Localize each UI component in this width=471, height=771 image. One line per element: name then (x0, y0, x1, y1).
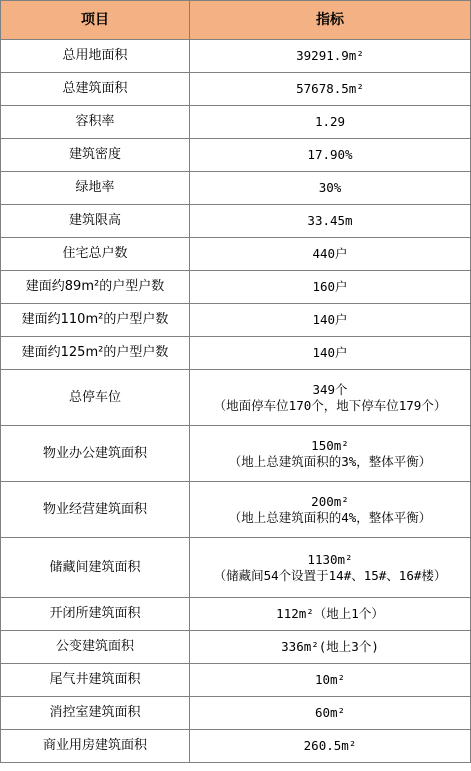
row-item-label: 住宅总户数 (1, 238, 190, 271)
row-item-label: 建面约89m²的户型户数 (1, 271, 190, 304)
table-row (1, 304, 471, 337)
value-note: （储藏间54个设置于14#、15#、16#楼） (213, 567, 447, 583)
value-main: 140户 (312, 345, 348, 360)
value-main: 349个 (312, 381, 348, 397)
table-row (1, 172, 471, 205)
value-main: 1130m² (307, 551, 353, 567)
header-item: 项目 (1, 1, 190, 40)
value-note: （地上总建筑面积的3%，整体平衡） (228, 453, 432, 469)
value-main: 336m²(地上3个) (281, 639, 379, 654)
table-body (1, 40, 471, 763)
value-main: 260.5m² (303, 738, 357, 753)
row-item-label: 总建筑面积 (1, 73, 190, 106)
row-item-label: 开闭所建筑面积 (1, 598, 190, 631)
table-row (1, 238, 471, 271)
table-row (1, 598, 471, 631)
row-indicator-value (190, 598, 471, 631)
row-item-label: 总停车位 (1, 370, 190, 426)
table-row (1, 697, 471, 730)
table-row (1, 370, 471, 426)
row-item-label: 总用地面积 (1, 40, 190, 73)
header-indicator: 指标 (190, 1, 471, 40)
table-row (1, 40, 471, 73)
row-indicator-value (190, 697, 471, 730)
value-main: 33.45m (307, 213, 353, 228)
table-row (1, 482, 471, 538)
value-main: 112m²（地上1个） (276, 606, 384, 621)
value-main: 17.90% (307, 147, 353, 162)
table-row (1, 271, 471, 304)
row-indicator-value (190, 40, 471, 73)
table-row (1, 106, 471, 139)
row-item-label: 公变建筑面积 (1, 631, 190, 664)
row-indicator-value (190, 426, 471, 482)
row-indicator-value (190, 205, 471, 238)
row-indicator-value (190, 304, 471, 337)
row-item-label: 建面约125m²的户型户数 (1, 337, 190, 370)
value-note: （地面停车位170个，地下停车位179个） (213, 397, 447, 413)
row-item-label: 商业用房建筑面积 (1, 730, 190, 763)
row-item-label: 消控室建筑面积 (1, 697, 190, 730)
table-row (1, 139, 471, 172)
row-indicator-value (190, 106, 471, 139)
value-main: 140户 (312, 312, 348, 327)
value-main: 150m² (311, 437, 349, 453)
row-item-label: 建面约110m²的户型户数 (1, 304, 190, 337)
value-note: （地上总建筑面积的4%，整体平衡） (228, 509, 432, 525)
table-row (1, 205, 471, 238)
value-main: 30% (318, 180, 342, 195)
row-item-label: 绿地率 (1, 172, 190, 205)
row-item-label: 建筑密度 (1, 139, 190, 172)
row-item-label: 建筑限高 (1, 205, 190, 238)
row-indicator-value (190, 337, 471, 370)
value-main: 57678.5m² (296, 81, 364, 96)
row-indicator-value (190, 238, 471, 271)
row-indicator-value (190, 73, 471, 106)
row-indicator-value (190, 172, 471, 205)
row-item-label: 容积率 (1, 106, 190, 139)
row-item-label: 储藏间建筑面积 (1, 538, 190, 598)
row-indicator-value (190, 370, 471, 426)
value-main: 60m² (314, 705, 346, 720)
row-item-label: 物业经营建筑面积 (1, 482, 190, 538)
row-indicator-value (190, 139, 471, 172)
row-indicator-value (190, 271, 471, 304)
value-main: 440户 (312, 246, 348, 261)
value-main: 10m² (314, 672, 346, 687)
table-row (1, 73, 471, 106)
row-item-label: 物业办公建筑面积 (1, 426, 190, 482)
table-row (1, 631, 471, 664)
row-item-label: 尾气井建筑面积 (1, 664, 190, 697)
row-indicator-value (190, 730, 471, 763)
value-main: 160户 (312, 279, 348, 294)
table-header-row (1, 1, 471, 40)
value-main: 200m² (311, 493, 349, 509)
row-indicator-value (190, 631, 471, 664)
table-row (1, 730, 471, 763)
row-indicator-value (190, 538, 471, 598)
table-row (1, 426, 471, 482)
table-row (1, 538, 471, 598)
table-row (1, 664, 471, 697)
value-main: 39291.9m² (296, 48, 364, 63)
row-indicator-value (190, 482, 471, 538)
row-indicator-value (190, 664, 471, 697)
table-row (1, 337, 471, 370)
value-main: 1.29 (314, 114, 346, 129)
